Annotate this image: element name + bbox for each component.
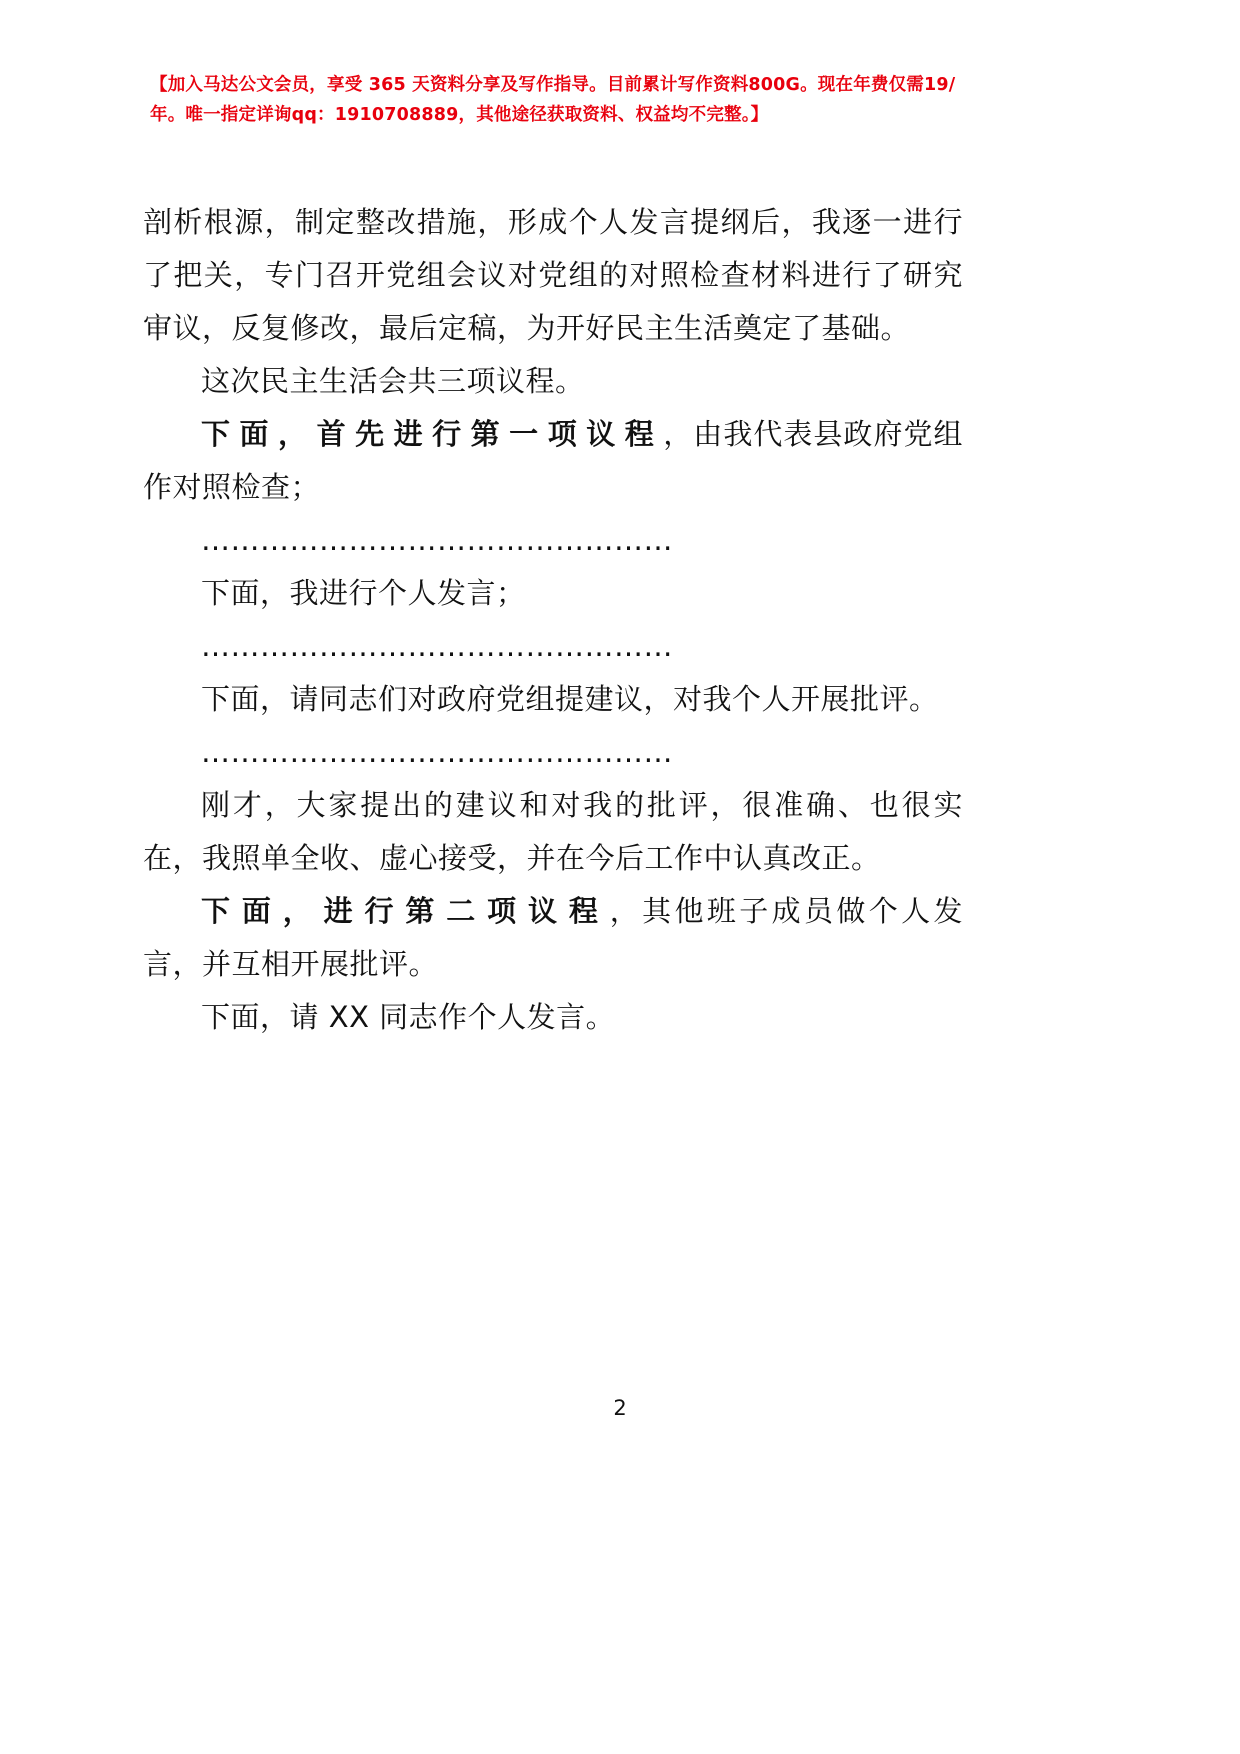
promo-banner: 【加入马达公文会员，享受 365 天资料分享及写作指导。目前累计写作资料800G。现在年费仅需19/年。唯一指定详询qq：1910708889，其他途径获取资料、权益均不完整。】 xyxy=(150,75,956,125)
paragraph-3-bold-prefix: 下面，首先进行第一项议程 xyxy=(201,417,664,451)
paragraph-7 xyxy=(143,673,963,726)
document-body xyxy=(143,196,963,1044)
paragraph-9-text: 刚才，大家提出的建议和对我的批评，很准确、也很实在，我照单全收、虚心接受，并在今后工作中认真改正。 xyxy=(143,788,963,875)
paragraph-4-text: ………………………………………… xyxy=(201,523,673,557)
page-number: 2 xyxy=(613,1396,627,1420)
paragraph-11 xyxy=(143,991,963,1044)
paragraph-4-ellipsis xyxy=(143,514,963,567)
paragraph-10-text: ，其他班子成员做个人发言，并互相开展批评。 xyxy=(143,894,963,981)
paragraph-1 xyxy=(143,196,963,355)
paragraph-3 xyxy=(143,408,963,514)
paragraph-5 xyxy=(143,567,963,620)
paragraph-6-ellipsis xyxy=(143,620,963,673)
paragraph-9 xyxy=(143,779,963,885)
paragraph-10 xyxy=(143,885,963,991)
paragraph-7-text: 下面，请同志们对政府党组提建议，对我个人开展批评。 xyxy=(201,682,939,716)
paragraph-10-bold-prefix: 下面，进行第二项议程 xyxy=(201,894,610,928)
paragraph-1-text: 剖析根源，制定整改措施，形成个人发言提纲后，我逐一进行了把关，专门召开党组会议对党组的对照检查材料进行了研究审议，反复修改，最后定稿，为开好民主生活奠定了基础。 xyxy=(143,205,963,345)
paragraph-11-text: 下面，请 XX 同志作个人发言。 xyxy=(201,1000,616,1034)
paragraph-8-ellipsis xyxy=(143,726,963,779)
paragraph-2-text: 这次民主生活会共三项议程。 xyxy=(201,364,585,398)
paragraph-8-text: ………………………………………… xyxy=(201,735,673,769)
paragraph-5-text: 下面，我进行个人发言； xyxy=(201,576,526,610)
paragraph-6-text: ………………………………………… xyxy=(201,629,673,663)
paragraph-2 xyxy=(143,355,963,408)
paragraph-3-text: ，由我代表县政府党组作对照检查； xyxy=(143,417,963,504)
